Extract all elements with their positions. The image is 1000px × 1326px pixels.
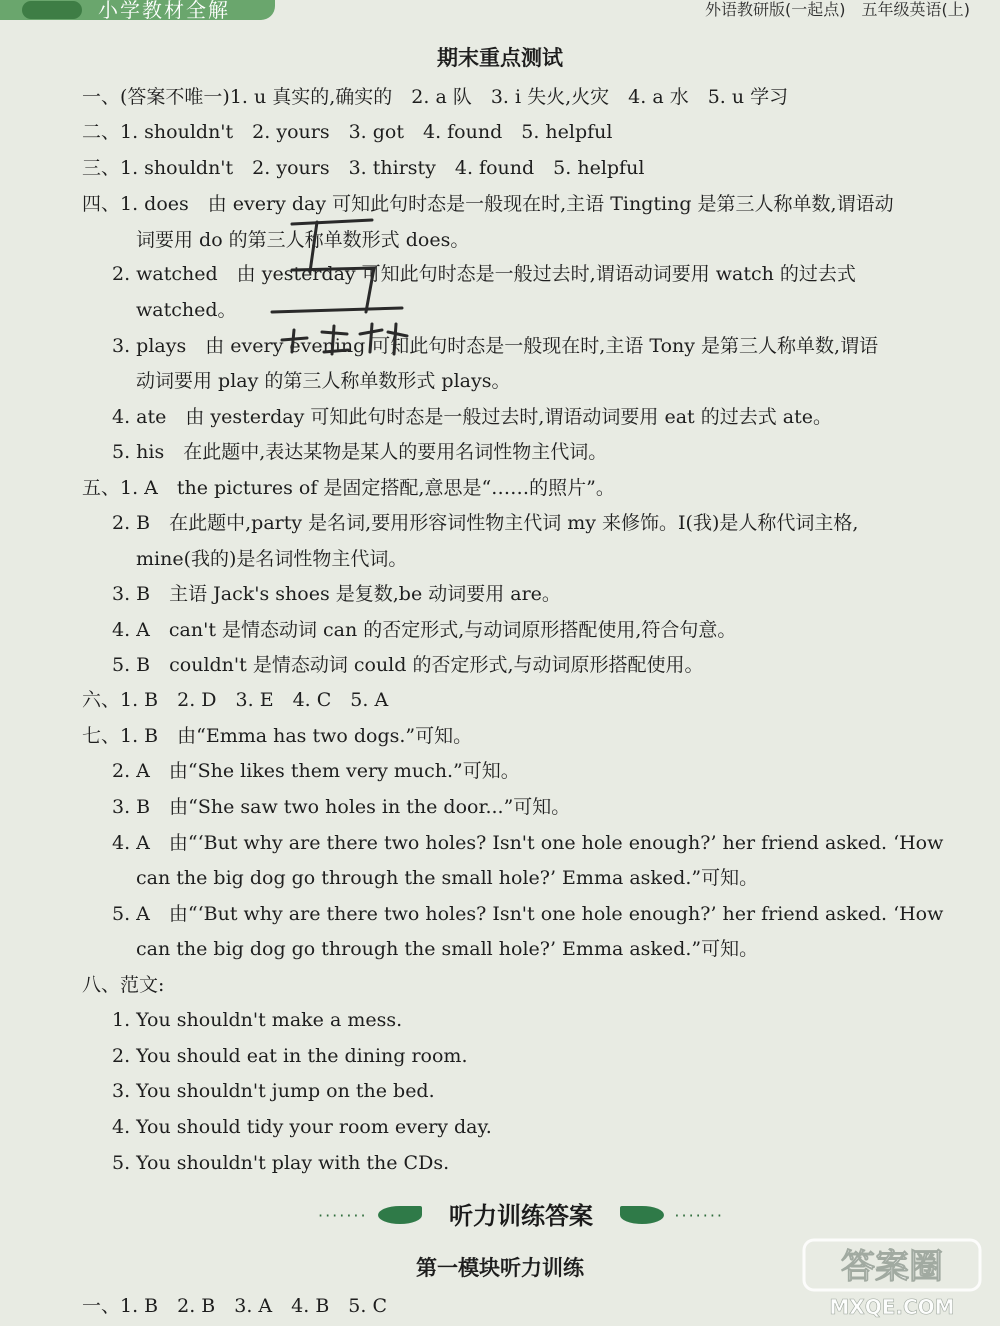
answer-line: 八、范文: <box>82 974 165 996</box>
answer-line: 3. B 由“She saw two holes in the door...”可知。 <box>112 796 571 818</box>
banner-title: 听力训练答案 <box>449 1202 593 1230</box>
answer-line: 2. watched 由 yesterday 可知此句时态是一般过去时,谓语动词要用 watch 的过去式 <box>112 263 856 285</box>
svg-text:答案圈: 答案圈 <box>841 1247 943 1287</box>
listening-banner <box>318 1196 724 1236</box>
answer-line: 5. You shouldn't play with the CDs. <box>112 1152 450 1174</box>
book-title: 小学教材全解 <box>98 0 230 22</box>
answer-line: 4. You should tidy your room every day. <box>112 1116 492 1138</box>
answer-line: 二、1. shouldn't 2. yours 3. got 4. found 5. helpful <box>82 121 613 143</box>
watermark-logo <box>802 1238 982 1320</box>
answer-line: 5. A 由“‘But why are there two holes? Isn't one hole enough?’ her friend asked. ‘How <box>112 903 944 925</box>
answer-line: 一、1. B 2. B 3. A 4. B 5. C <box>82 1295 387 1317</box>
wave-left-icon <box>378 1206 422 1224</box>
answer-line: 三、1. shouldn't 2. yours 3. thirsty 4. found 5. helpful <box>82 157 645 179</box>
answer-line: 词要用 do 的第三人称单数形式 does。 <box>136 229 470 251</box>
answer-line: 1. You shouldn't make a mess. <box>112 1009 403 1031</box>
svg-text:MXQE.COM: MXQE.COM <box>829 1295 955 1319</box>
answer-line: mine(我的)是名词性物主代词。 <box>136 548 408 570</box>
answer-line: 动词要用 play 的第三人称单数形式 plays。 <box>136 370 511 392</box>
answer-line: 六、1. B 2. D 3. E 4. C 5. A <box>82 689 389 711</box>
section-title: 期末重点测试 <box>437 46 563 70</box>
answer-line: 4. ate 由 yesterday 可知此句时态是一般过去时,谓语动词要用 eat 的过去式 ate。 <box>112 406 832 428</box>
banner-dots-left: ······· <box>318 1206 368 1225</box>
answer-line: 一、(答案不唯一)1. u 真实的,确实的 2. a 队 3. i 失火,火灾 4. a 水 5. u 学习 <box>82 86 789 108</box>
answer-line: 5. B couldn't 是情态动词 could 的否定形式,与动词原形搭配使用。 <box>112 654 704 676</box>
book-logo-icon <box>22 1 82 19</box>
answer-line: can the big dog go through the small hole?’ Emma asked.”可知。 <box>136 938 759 960</box>
answer-line: 4. A 由“‘But why are there two holes? Isn't one hole enough?’ her friend asked. ‘How <box>112 832 944 854</box>
answer-line: 七、1. B 由“Emma has two dogs.”可知。 <box>82 725 473 747</box>
answer-line: 3. plays 由 every evening 可知此句时态是一般现在时,主语 Tony 是第三人称单数,谓语 <box>112 335 879 357</box>
answer-line: 2. A 由“She likes them very much.”可知。 <box>112 760 520 782</box>
banner-dots-right: ······· <box>674 1206 724 1225</box>
edition-label: 外语教研版(一起点) 五年级英语(上) <box>705 0 970 19</box>
answer-line: 3. You shouldn't jump on the bed. <box>112 1080 435 1102</box>
subsection-title: 第一模块听力训练 <box>416 1256 584 1280</box>
header-tab <box>0 0 275 20</box>
answer-line: 五、1. A the pictures of 是固定搭配,意思是“……的照片”。 <box>82 477 615 499</box>
answer-line: 4. A can't 是情态动词 can 的否定形式,与动词原形搭配使用,符合句意。 <box>112 619 737 641</box>
answer-line: 2. B 在此题中,party 是名词,要用形容词性物主代词 my 来修饰。I(我)是人称代词主格, <box>112 512 859 534</box>
handwriting-scribble <box>262 212 412 362</box>
wave-right-icon <box>620 1206 664 1224</box>
answer-line: 2. You should eat in the dining room. <box>112 1045 468 1067</box>
answer-line: can the big dog go through the small hole?’ Emma asked.”可知。 <box>136 867 759 889</box>
answer-line: 5. his 在此题中,表达某物是某人的要用名词性物主代词。 <box>112 441 608 463</box>
answer-line: 3. B 主语 Jack's shoes 是复数,be 动词要用 are。 <box>112 583 561 605</box>
answer-line: watched。 <box>136 299 237 321</box>
answer-line: 四、1. does 由 every day 可知此句时态是一般现在时,主语 Tingting 是第三人称单数,谓语动 <box>82 193 894 215</box>
